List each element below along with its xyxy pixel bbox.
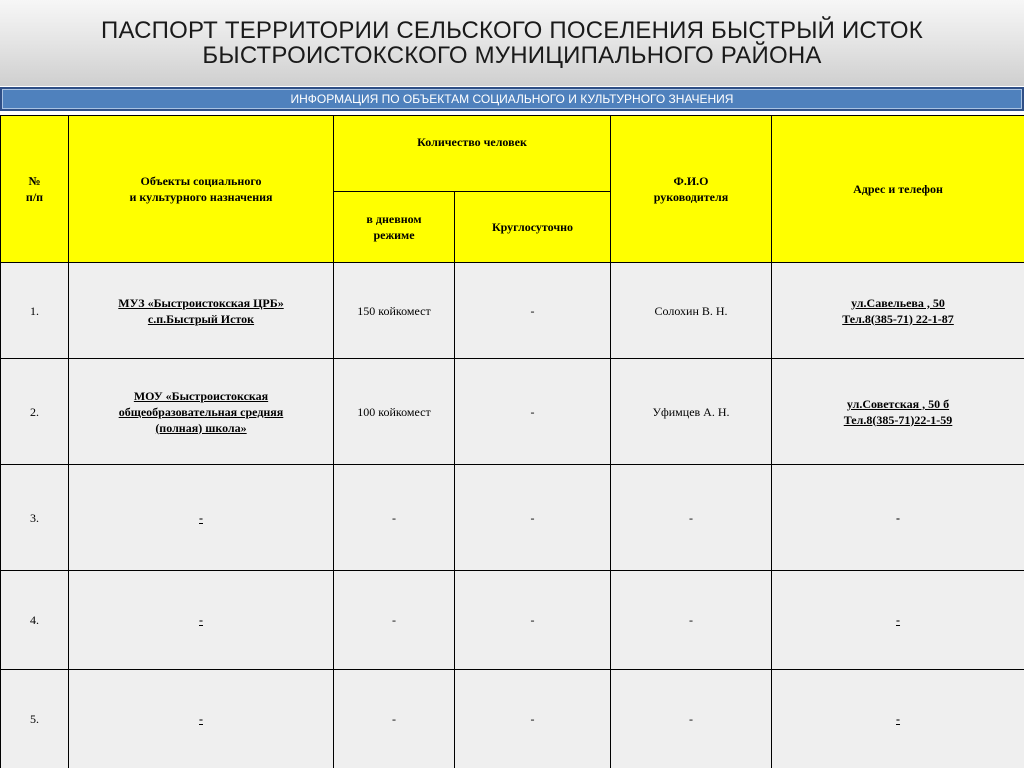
address-line: ул.Советская , 50 б [846,396,950,411]
address-line: Тел.8(385-71) 22-1-87 [842,311,954,326]
header-day-mode-line2: режиме [373,228,415,242]
cell-num: 4. [1,571,69,670]
cell-day-mode: - [334,465,455,571]
cell-object [69,465,334,571]
object-line: МУЗ «Быстроистокская ЦРБ» [118,295,284,310]
object-line: общеобразовательная средняя [118,404,284,419]
cell-address [772,670,1024,768]
address-line: Тел.8(385-71)22-1-59 [843,412,953,427]
cell-fio: Уфимцев А. Н. [611,359,772,465]
cell-address [772,359,1024,465]
table-row [1,670,1024,768]
section-subtitle: ИНФОРМАЦИЯ ПО ОБЪЕКТАМ СОЦИАЛЬНОГО И КУЛЬТУРНОГО ЗНАЧЕНИЯ [2,89,1022,109]
cell-day-mode: - [334,571,455,670]
cell-round-clock: - [455,465,611,571]
table-row [1,263,1024,359]
address-line: ул.Савельева , 50 [851,295,945,310]
header-people-count: Количество человек [334,116,611,192]
object-line: МОУ «Быстроистокская [133,388,269,403]
header-day-mode-line1: в дневном [366,212,422,226]
object-line: (полная) школа» [155,420,247,435]
cell-address [772,571,1024,670]
cell-fio: - [611,670,772,768]
cell-num: 3. [1,465,69,571]
table-row [1,465,1024,571]
cell-address [772,465,1024,571]
cell-num: 1. [1,263,69,359]
cell-day-mode: 150 койкомест [334,263,455,359]
objects-table-wrap [0,115,1024,768]
address-line: - [896,712,901,726]
table-header-row [1,116,1024,192]
header-address: Адрес и телефон [772,116,1024,263]
header-objects-line1: Объекты социального [140,174,262,188]
header-num-line2: п/п [25,190,44,204]
subtitle-bar [0,87,1024,111]
cell-fio: Солохин В. Н. [611,263,772,359]
header-fio-line2: руководителя [653,190,729,204]
title-bar [0,0,1024,86]
table-row [1,359,1024,465]
cell-num: 5. [1,670,69,768]
page-title-line1: ПАСПОРТ ТЕРРИТОРИИ СЕЛЬСКОГО ПОСЕЛЕНИЯ БЫСТРЫЙ ИСТОК [101,17,923,44]
object-line: с.п.Быстрый Исток [147,311,255,326]
cell-object [69,670,334,768]
cell-round-clock: - [455,571,611,670]
cell-day-mode: - [334,670,455,768]
cell-address [772,263,1024,359]
object-line: - [199,712,203,726]
cell-round-clock: - [455,263,611,359]
header-fio [611,116,772,263]
cell-num: 2. [1,359,69,465]
header-round-clock: Круглосуточно [455,192,611,263]
objects-table [0,115,1024,768]
cell-fio: - [611,571,772,670]
header-fio-line1: Ф.И.О [673,174,709,188]
cell-object [69,571,334,670]
cell-object [69,263,334,359]
page-title-line2: БЫСТРОИСТОКСКОГО МУНИЦИПАЛЬНОГО РАЙОНА [202,42,822,69]
cell-object [69,359,334,465]
object-line: - [199,510,203,525]
table-row [1,571,1024,670]
cell-round-clock: - [455,670,611,768]
header-day-mode [334,192,455,263]
cell-day-mode: 100 койкомест [334,359,455,465]
header-num [1,116,69,263]
header-num-line1: № [28,174,41,188]
object-line: - [199,613,203,627]
header-objects-line2: и культурного назначения [129,190,273,204]
header-objects [69,116,334,263]
address-line: - [896,613,901,627]
cell-round-clock: - [455,359,611,465]
address-line: - [896,510,901,525]
cell-fio: - [611,465,772,571]
